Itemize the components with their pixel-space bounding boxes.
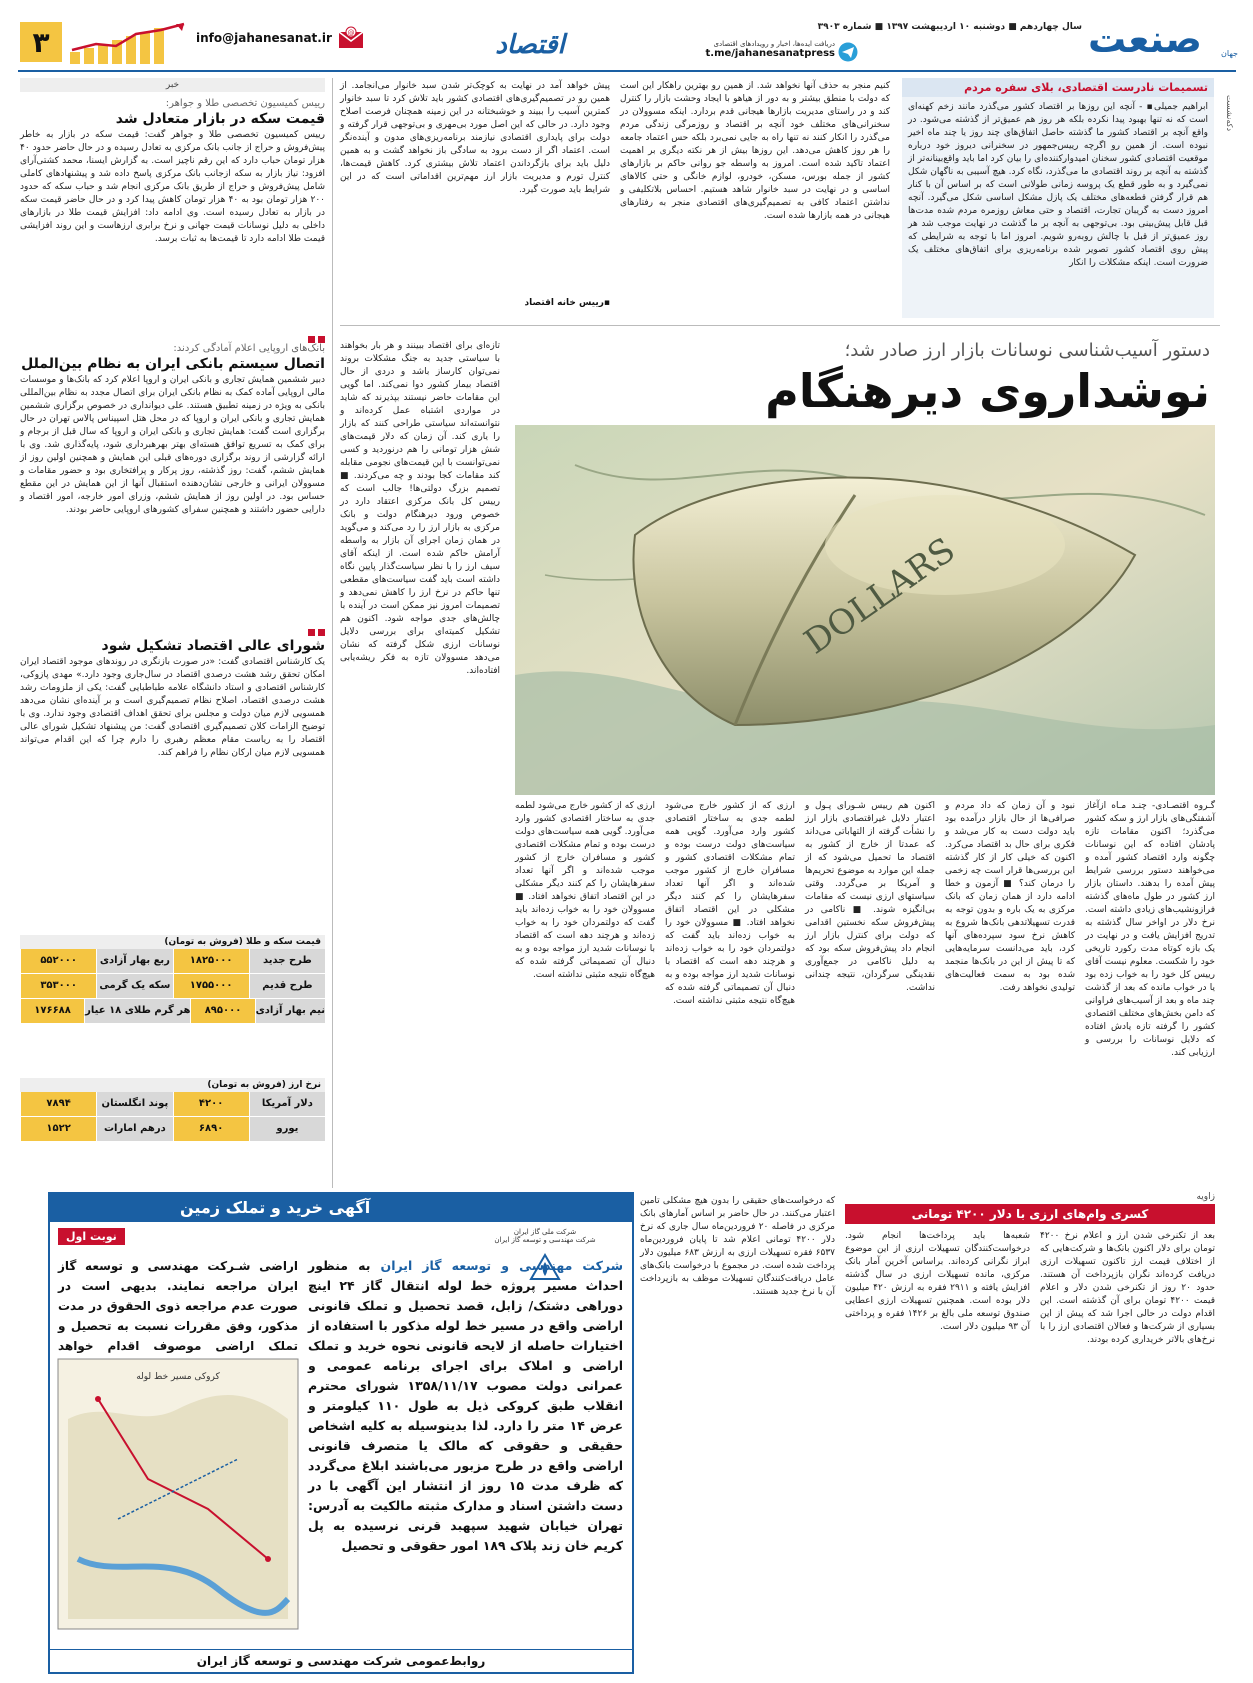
gold-table xyxy=(20,935,325,1024)
table-label-cell: طرح قدیم xyxy=(249,974,325,998)
page-number: ۳ xyxy=(32,25,50,59)
separator-icon xyxy=(20,622,325,636)
telegram-text: دریافت ایده‌ها، اخبار و رویدادهای اقتصادی xyxy=(713,40,835,48)
main-col4: ارزی که از کشور خارج می‌شود لطمه جدی به ساختار اقتصادی کشور وارد می‌آورد. گویی همه سیاست‌های دولت درست بوده و تمام مشکلات اقتصادی کشور و مسافران خارج از کشور موجب شده‌اند و اگر آنها تعداد سفرهایشان را کم کنند دیگر مشکلی در این اقتصاد اتفاق نخواهد افتاد. ■ مسوولان خود را به خواب زده‌اند باید گفت که دولتمردان خود را به خواب زده‌اند و هرچند دهه است که اقتصاد با نوسانات شدید ارز مواجه بوده و به دنبال آن تصمیماتی گرفته شده که هیچ‌گاه نتیجه مثبتی نداشته است. xyxy=(665,801,795,1006)
logo-text: صنعت xyxy=(1088,17,1202,61)
telegram-promo[interactable] xyxy=(690,40,835,59)
table-row xyxy=(20,1092,325,1117)
rolled-dollar-photo xyxy=(515,425,1215,795)
ad-body-lead: شرکت مهندسی و توسعه گاز ایران xyxy=(380,1258,623,1273)
ad-right-body: اراضی شـرکت مهندسی و توسعه گاز ایران مراجعه نمایند. بدیهی است در صورت عدم مراجعه ذوی الحقوق در مدت مذکور، وفق مقررات نسبت به تحصیل و تملک اراضی موصوف اقدام خواهد xyxy=(58,1259,298,1353)
top-story-title: تسمیمات نادرست اقتصادی، بلای سفره مردم xyxy=(902,78,1214,97)
svg-text:DOLLARS: DOLLARS xyxy=(797,529,963,663)
table-label-cell: هر گرم طلای ۱۸ عیار xyxy=(84,999,190,1023)
top-story-rule xyxy=(340,325,1220,326)
table-value-cell: ۳۵۳۰۰۰ xyxy=(20,974,96,998)
corner-title: کسری وام‌های ارزی با دلار ۴۲۰۰ تومانی xyxy=(845,1204,1215,1224)
email-box xyxy=(196,26,364,50)
sidebar-body: دبیر ششمین همایش تجاری و بانکی ایران و اروپا اعلام کرد که بانک‌ها و موسسات مالی اروپایی آماده کمک به نظام بانکی ایران برای اتصال مجدد به نظام بین‌المللی بانکی به ویژه در زمینه تطبیق هستند. علی دیوانداری در خصوص برگزاری ششمین همایش تجاری و بانکی ایران و اروپا که در محل هتل اسپیناس پالاس تهران در حال برگزاری است گفت: همایش تجاری و بانکی ایران و اروپا که سال قبل از برجام و برای کمک به تسریع توافق هسته‌ای بهتر بهرهبرداری شود، پایه‌گذاری شد. وی با ارائه گزارشی از روند برگزاری دوره‌های قبلی این همایش و همچنین اولین روز از همایش ششم، گفت: روز گذشته، روز پرکار و پرافتخاری بود و حضور مقامات و مسوولان ایرانی و خارجی نشان‌دهنده استقبال آنها از این همایش در این مقطع حساس بود. در اولین روز از همایش ششم، وزرای امور خارجه، امور اقتصاد و دارایی حضور داشتند و همچنین سفرای کشورهای اروپایی حاضر بودند. xyxy=(20,375,325,515)
top-story-col2: کنیم منجر به حذف آنها نخواهد شد. از همین رو بهترین راهکار این است که دولت با منطق بیشتر و به دور از هیاهو با ایجاد وحشت بازار را کنترل کند و در راستای مدیریت بازارها هیجانی قدم بردارد. اینکه مسوولان در سخنرانی‌های مختلف خود آنچه بر اقتصاد و روزمرگی زندگی مردم می‌گذرد را انکار کنند نه تنها راه به جایی نمی‌برد بلکه حس اعتماد جامعه را هر روز کاهش می‌دهد. این روزها بیش از هر نکته دیگری بر اهمیت اعتماد تاکید شده است. امروز به واسطه جو روانی حاکم بر بازارهای کشور از جمله بورس، مسکن، خودرو، لوازم خانگی و حتی کالاهای اساسی و در نهایت در سبد خانوار شاهد هستیم. احساس بلاتکلیفی و نداشتن اعتماد کافی به تصمیم‌گیری‌های اقتصادی منجر به رفتارهای هیجانی در همه بازارها شده است. xyxy=(620,81,890,221)
sidebar-item xyxy=(20,343,325,622)
table-value-cell: ۱۵۲۲ xyxy=(20,1117,96,1141)
ad-header-text: آگهی خرید و تملک زمین xyxy=(180,1198,371,1217)
sidebar xyxy=(20,78,325,1188)
sidebar-title: قیمت سکه در بازار متعادل شد xyxy=(115,111,325,127)
table-value-cell: ۷۸۹۴ xyxy=(20,1092,96,1116)
sidebar-kicker: رییس کمیسیون تخصصی طلا و جواهر: xyxy=(165,98,325,109)
vertical-column-label: دکه‌نشست xyxy=(1225,95,1234,132)
table-label-cell: نیم بهار آزادی xyxy=(255,999,325,1023)
table-value-cell: ۵۵۲۰۰۰ xyxy=(20,949,96,973)
table-label-cell: طرح جدید xyxy=(249,949,325,973)
sidebar-kicker: بانک‌های اروپایی اعلام آمادگی کردند: xyxy=(173,343,325,354)
corner-col2: شعبه‌ها باید پرداخت‌ها انجام شود. درخواست‌کنندگان تسهیلات ارزی از این موضوع ابراز نگرانی کرده‌اند. براساس آخرین آمار بانک مرکزی، مانده تسهیلات ارزی در سال گذشته افزایش یافته و ۲۹۱۱ فقره به ارزش ۴۲۰ میلیون دلار بوده است. همچنین تسهیلات ارزی اعطایی صندوق توسعه ملی بالغ بر ۱۴۲۶ فقره و پرداختی آن ۹۳ میلیون دلار است. xyxy=(845,1231,1030,1332)
table-label-cell: درهم امارات xyxy=(96,1117,172,1141)
issue-line: سال چهاردهم ■ دوشنبه ۱۰ اردیبهشت ۱۳۹۷ ■ شماره ۳۹۰۳ xyxy=(817,22,1082,32)
ad-body xyxy=(308,1256,623,1556)
ad-header xyxy=(50,1194,632,1222)
page-number-box xyxy=(20,22,62,62)
telegram-icon xyxy=(838,42,858,62)
table-value-cell: ۱۸۲۵۰۰۰ xyxy=(173,949,249,973)
gold-table-rows xyxy=(20,949,325,1024)
table-label-cell: سکه یک گرمی xyxy=(96,974,172,998)
email-text[interactable]: info@jahanesanat.ir xyxy=(196,31,332,45)
corner-col3: که درخواست‌های حقیقی را بدون هیچ مشکلی تامین اعتبار می‌کنند. در حال حاضر بر اساس آمارهای بانک مرکزی در فاصله ۲۰ فروردین‌ماه سال جاری که نرخ دلار ۴۲۰۰ تومانی اعلام شد تا پایان فروردین‌ماه ۶۵۳۷ فقره تسهیلات ارزی به ارزش ۶۸۳ میلیون دلار پرداخت شده است. در مجموع با درخواست بانک‌های عامل دریافت‌کنندگان تسهیلات موظف به بازپرداخت آن با نرخ جدید هستند. xyxy=(640,1196,835,1297)
mail-icon xyxy=(338,26,364,50)
sidebar-item xyxy=(20,98,325,329)
main-col1: گـروه اقتصـادی- چنـد مـاه ازآغاز آشفتگی‌های بازار ارز و سکه کشور می‌گذرد؛ اکنون مقامات تازه پادشان افتاده که این نوسانات چگونه وارد اقتصاد کشور آمده و می‌خواهند دستور بررسی شرایط پیش آمده را بدهند. داستان بازار ارز کشور در طول ماه‌های گذشته فرازونشیب‌های زیادی داشته است. نرخ دلار در اواخر سال گذشته به تدریج افزایش یافت و در نهایت در یک بازه کوتاه مدت رکورد تاریخی خود را شکست. معلوم نیست آقای رییس کل خود را به خواب زده بود یا در خواب مانده که بعد از گذشت چند ماه و بعد از آسیب‌های فراوانی که دامن بخش‌های مختلف اقتصادی کشور را گرفته تازه یادش افتاده که دلایل نوسانات را بررسی و ارزیابی کند. xyxy=(1085,801,1215,1058)
ad-badge: نوبت اول xyxy=(58,1228,125,1245)
ad-body-text: به منظور احداث مسیر پروژه خط لوله انتقال گاز ۲۴ اینچ دوراهی دشتک/ زابل، قصد تحصیل و تملک قانونی اراضی واقع در مسیر خط لوله مذکور با استفاده از اختیارات حاصله از لایحه قانونی نحوه خرید و تملک اراضی و املاک برای اجرای برنامه عمومی و عمرانی دولت مصوب ۱۳۵۸/۱۱/۱۷ شورای محترم انقلاب طبق کروکی ذیل به طول ۱۱۰ کیلومتر و عرض ۱۴ متر را دارد. لذا بدینوسیله به کلیه اشخاص حقیقی و حقوقی که مالک یا متصرف قانونی اراضی واقع در طرح مزبور می‌باشند ابلاغ می‌گردد که ظرف مدت ۱۵ روز از انتشار این آگهی با در دست داشتن اسناد و مدارک مثبته مالکیت به آدرس: تهران خیابان شهید سپهبد قرنی نرسیده به پل کریم خان زند پلاک ۱۸۹ امور حقوقی و تحصیل xyxy=(308,1258,623,1553)
masthead xyxy=(0,0,1253,70)
pipeline-route-map xyxy=(58,1359,298,1629)
table-row xyxy=(20,974,325,999)
table-value-cell: ۶۸۹۰ xyxy=(173,1117,249,1141)
corner-label: زاویه xyxy=(1196,1192,1215,1202)
top-story-body: ابراهیم جمیلی▪ - آنچه این روزها بر اقتصاد کشور می‌گذرد مانند زخم کهنه‌ای است که نه تنها بهبود پیدا نکرده بلکه هر روز هم عمیق‌تر از گذشته می‌شود. در واقع آنچه بر اقتصاد کشور ما گذشته حاصل اتفاق‌های چند روز یا چند ماه اخیر نبوده است. از همین رو اگرچه رییس‌جمهور در سخنرانی دیروز خود درباره موقعیت اقتصادی کشور سخنان امیدوارکننده‌ای را بیان کرد اما باید واقع‌بینانه‌تر از گذشته به آنچه بر روند اقتصادی ما می‌گذرد، نگاه کرد. هیچ آسیبی به ناگهان شکل نمی‌گیرد و به طور قطع یک پروسه زمانی طولانی است که بر اساس آن با کنار هم قرار گرفتن قطعه‌های مختلف یک پازل مشکل اساسی شکل می‌گیرد. آنچه امروز دست به گریبان تجارت، اقتصاد و حتی معاش روزمره مردم شده مدت‌ها قبل قابل پیش‌بینی بود. بی‌توجهی به آنچه بر ما گذشت در نهایت موجب شد هر روز عمیق‌تر از قبل با چالش روبه‌رو شویم. امروز اما با توجه به شرایطی که پیش روی اقتصاد کشور تصویر شده برنامه‌ریزی برای اتفاق‌های مختلف یک ضرورت است. اینکه مشکلات را انکار xyxy=(908,102,1208,268)
ad-footer: روابط‌عمومی شرکت مهندسی و توسعه گاز ایران xyxy=(50,1649,632,1672)
sidebar-title: شورای عالی اقتصاد تشکیل شود xyxy=(101,638,325,654)
logo-sub: جهان xyxy=(1221,49,1238,58)
table-label-cell: ربع بهار آزادی xyxy=(96,949,172,973)
top-story-col3: پیش خواهد آمد در نهایت به کوچک‌تر شدن سبد خانوار می‌انجامد. از همین رو در تصمیم‌گیری‌های اقتصادی کشور باید تلاش کرد تا سبد خانوار کمترین آسیب را ببیند و خوشبختانه در این زمینه همچنان فرصت اصلاح وجود دارد. در حالی که این اصل مورد بی‌مهری و بی‌توجهی قرار گرفته و دولت برای پایداری اقتصادی نیازمند برنامه‌ریزی‌های مدون و آینده‌نگر است. اعتماد اگر از دست برود به سادگی باز نخواهد گشت و به همین دلیل باید برای بازگرداندن اعتماد تلاش بیشتری کرد. کاهش قیمت‌ها، کنترل تورم و مدیریت بازار ارز مهم‌ترین اقداماتی است که در این شرایط باید صورت گیرد. xyxy=(340,81,610,195)
masthead-rule xyxy=(18,70,1236,72)
separator-icon xyxy=(20,329,325,343)
table-value-cell: ۸۹۵۰۰۰ xyxy=(190,999,254,1023)
corner-col1: بعد از تکنرخی شدن ارز و اعلام نرخ ۴۲۰۰ تومان برای دلار اکنون بانک‌ها و شرکت‌هایی که از اختلاف قیمت ارز تاکنون تسهیلات ارزی دریافت کرده‌اند نگران بازپرداخت آن هستند. حدود ۲۰ روز از تکنرخی شدن دلار و اعلام قیمت ۴۲۰۰ تومان برای آن گذشته است. این اقدام دولت در حالی اجرا شد که پیش از این بسیاری از شرکت‌ها و فعالان اقتصادی ارز را با نرخ‌های بالاتر خریداری کرده بودند. xyxy=(1040,1231,1215,1345)
main-kicker: دستور آسیب‌شناسی نوسانات بازار ارز صادر شد؛ xyxy=(844,340,1210,361)
top-story xyxy=(902,78,1214,318)
top-story-signature: ▪رییس خانه اقتصاد xyxy=(524,298,610,308)
land-acquisition-ad xyxy=(48,1192,634,1674)
map-label: کروکی مسیر خط لوله xyxy=(136,1372,220,1382)
logo xyxy=(1088,16,1238,62)
sidebar-body: رییس کمیسیون تخصصی طلا و جواهر گفت: قیمت سکه در بازار به خاطر پیش‌فروش و حراج از جانب بانک مرکزی به تعادل رسیده و در حال حاضر حدود ۴۰ هزار تومان حباب دارد که این رقم ناچیز است. به گزارش ایسنا، محمد کشتی‌آرای افزود: نیاز بازار به سکه ازجانب بانک مرکزی پاسخ داده شد و پیشنهادهای کاملی شامل پیش‌فروش و حراج از طریق بانک مرکزی انجام شد و حباب سکه که حدود ۲۰۰ هزار تومان بود به ۴۰ هزار تومان کاهش پیدا کرد و در حال حاضر قیمت سکه در بازار به تعادل رسیده است. وی ادامه داد: افزایش قیمت طلا در بازارهای داخلی به دلیل نوسانات قیمت جهانی و نرخ برابری ارزهاست و این روند افزایشی قیمت طلا ادامه دارد تا قیمت‌ها به ثبات برسد. xyxy=(20,130,325,244)
gold-table-title: قیمت سکه و طلا (فروش به تومان) xyxy=(20,935,325,949)
table-value-cell: ۴۲۰۰ xyxy=(173,1092,249,1116)
sidebar-body: یک کارشناس اقتصادی گفت: «در صورت بازنگری در روندهای موجود اقتصاد ایران امکان تحقق رشد هشت درصدی اقتصاد در سال‌جاری وجود دارد.» مهدی پازوکی، کارشناس اقتصادی و استاد دانشگاه علامه طباطبایی گفت: یکی از ملزومات رشد هشت درصدی اقتصاد، اصلاح نظام تصمیم‌گیری است و بر آینده‌ای نشان می‌دهد همسویی لازم میان دولت و مجلس برای تحقق اهداف اقتصادی وجود ندارد. وی با توضیح الزامات کلان تصمیم‌گیری اقتصادی گفت: من پیشنهاد تشکیل شورای عالی اقتصاد را به ریاست مقام معظم رهبری را دارم چرا که این اقدام می‌تواند همسویی لازم میان ارکان نظام را فراهم کند. xyxy=(20,657,325,758)
main-col2: نبود و آن زمان که داد مردم و صرافی‌ها از حال بازار درآمده بود باید دولت دست به کار می‌شد و فکری برای حال بد اقتصاد می‌کرد. اکنون که خیلی کار از کار گذشته این بررسی‌ها قرار است چه زخمی را درمان کند؟ ■ آزمون و خطا ادامه دارد از همان زمان که بانک مرکزی به یک باره و بدون توجه به قدرت تسهیلاتدهی بانک‌ها شروع به کاهش نرخ سود سپرده‌های آنها کرد، باید می‌دانست سرمایه‌هایی که تا پیش از این در بانک‌ها منجمد شده بود به سمت فعالیت‌های تولیدی نخواهد رفت. xyxy=(945,801,1075,993)
table-label-cell: یورو xyxy=(249,1117,325,1141)
main-col3: اکنون هم رییس شـورای پـول و اعتبار دلایل غیراقتصادی بازار ارز را نشأت گرفته از التهاباتی می‌داند که عمدتا از خارج از کشور به اقتصاد ما تحمیل می‌شود که از جمله این موارد به موضوع تحریم‌ها و آمریکا بر می‌گردد. وقتی سیاستهای ارزی نیست که مقامات بی‌انگیزه شوند. ■ ناکامی در پیش‌فروش سکه نخستین اقدامی که دولت برای کنترل بازار ارز انجام داد پیش‌فروش سکه بود که به دلیل ناکامی در جمع‌آوری نقدینگی سرگردان، نتیجه چندانی نداشت. xyxy=(805,801,935,993)
main-headline: نوشداروی دیرهنگام xyxy=(765,364,1210,418)
fx-table-rows xyxy=(20,1092,325,1142)
table-value-cell: ۱۷۵۵۰۰۰ xyxy=(173,974,249,998)
table-row xyxy=(20,999,325,1024)
table-label-cell: دلار آمریکا xyxy=(249,1092,325,1116)
table-row xyxy=(20,949,325,974)
svg-text:@: @ xyxy=(347,29,355,37)
main-col5: تازه‌ای برای اقتصاد ببینند و هر بار بخواهند با سیاستی جدید به جنگ مشکلات بروند نمی‌توان کارساز باشد و دردی از حال اقتصاد بیمار کشور دوا نمی‌کند. اما گویی این مقامات حاضر نیستند بپذیرند که شاید در مواردی اشتباه عمل کرده‌اند و نتوانسته‌اند سیاستی طراحی کنند که بازار را یاری کند. آن زمان که دلار قیمت‌های شش هزار تومانی را هم درنوردید و کسی نمی‌توانست با این قیمت‌های نجومی مقابله کند مقامات کجا بودند و چه می‌کردند. ■ تصمیم بزرگ دولتی‌ها! جالب است که رییس کل بانک مرکزی اعتقاد دارد در خصوص ورود دیرهنگام دولت و بانک مرکزی به بازار ارز را رد می‌کند و می‌گوید در همان زمان اجرای آن بازار به واسطه آرامش حاکم شده است. از اینکه آقای سیف ارز را با نظر سیاست‌گذار پایین نگاه داشته است باید گفت سیاست‌های مقطعی تنها حاکم در نرخ ارز را کاهش نمی‌دهد و تصمیمات امروز نیز ممکن است در آینده با چالش‌های جدی مواجه شود. اکنون هم تشکیل کمیته‌ای برای بررسی دلایل نوسانات ارزی شکل گرفته که نشان می‌دهد مسوولان تازه به فکر ریشه‌یابی افتاده‌اند. xyxy=(340,341,500,676)
fx-table-title: نرخ ارز (فروش به تومان) xyxy=(20,1078,325,1092)
sidebar-item xyxy=(20,638,325,891)
column-divider xyxy=(332,78,333,1188)
ad-company-small: شرکت ملی گاز ایران شرکت مهندسی و توسعه گاز ایران xyxy=(494,1228,596,1244)
fx-table xyxy=(20,1078,325,1142)
section-title: اقتصاد xyxy=(495,30,565,60)
telegram-link[interactable]: t.me/jahanesanatpress xyxy=(705,48,835,59)
sidebar-title: اتصال سیستم بانکی ایران به نظام بین‌الملل xyxy=(21,356,325,372)
main-col6: ارزی که از کشور خارج می‌شود لطمه جدی به ساختار اقتصادی کشور وارد می‌آورد. گویی همه سیاست‌های دولت درست بوده و تمام مشکلات اقتصادی کشور و مسافران خارج از کشور موجب شده‌اند و اگر آنها تعداد سفرهایشان را کم کنند دیگر مشکلی در این اقتصاد اتفاق نخواهد افتاد. ■ مسوولان خود را به خواب زده‌اند باید گفت که دولتمردان خود را به خواب زده‌اند و هرچند دهه است که اقتصاد با نوسانات شدید ارز مواجه بوده و به دنبال آن تصمیماتی گرفته شده که هیچ‌گاه نتیجه مثبتی نداشته است. xyxy=(515,801,655,980)
table-row xyxy=(20,1117,325,1142)
growth-chart-icon xyxy=(66,22,196,66)
table-label-cell: پوند انگلستان xyxy=(96,1092,172,1116)
table-value-cell: ۱۷۶۶۸۸ xyxy=(20,999,84,1023)
sidebar-label: خبر xyxy=(20,78,325,92)
